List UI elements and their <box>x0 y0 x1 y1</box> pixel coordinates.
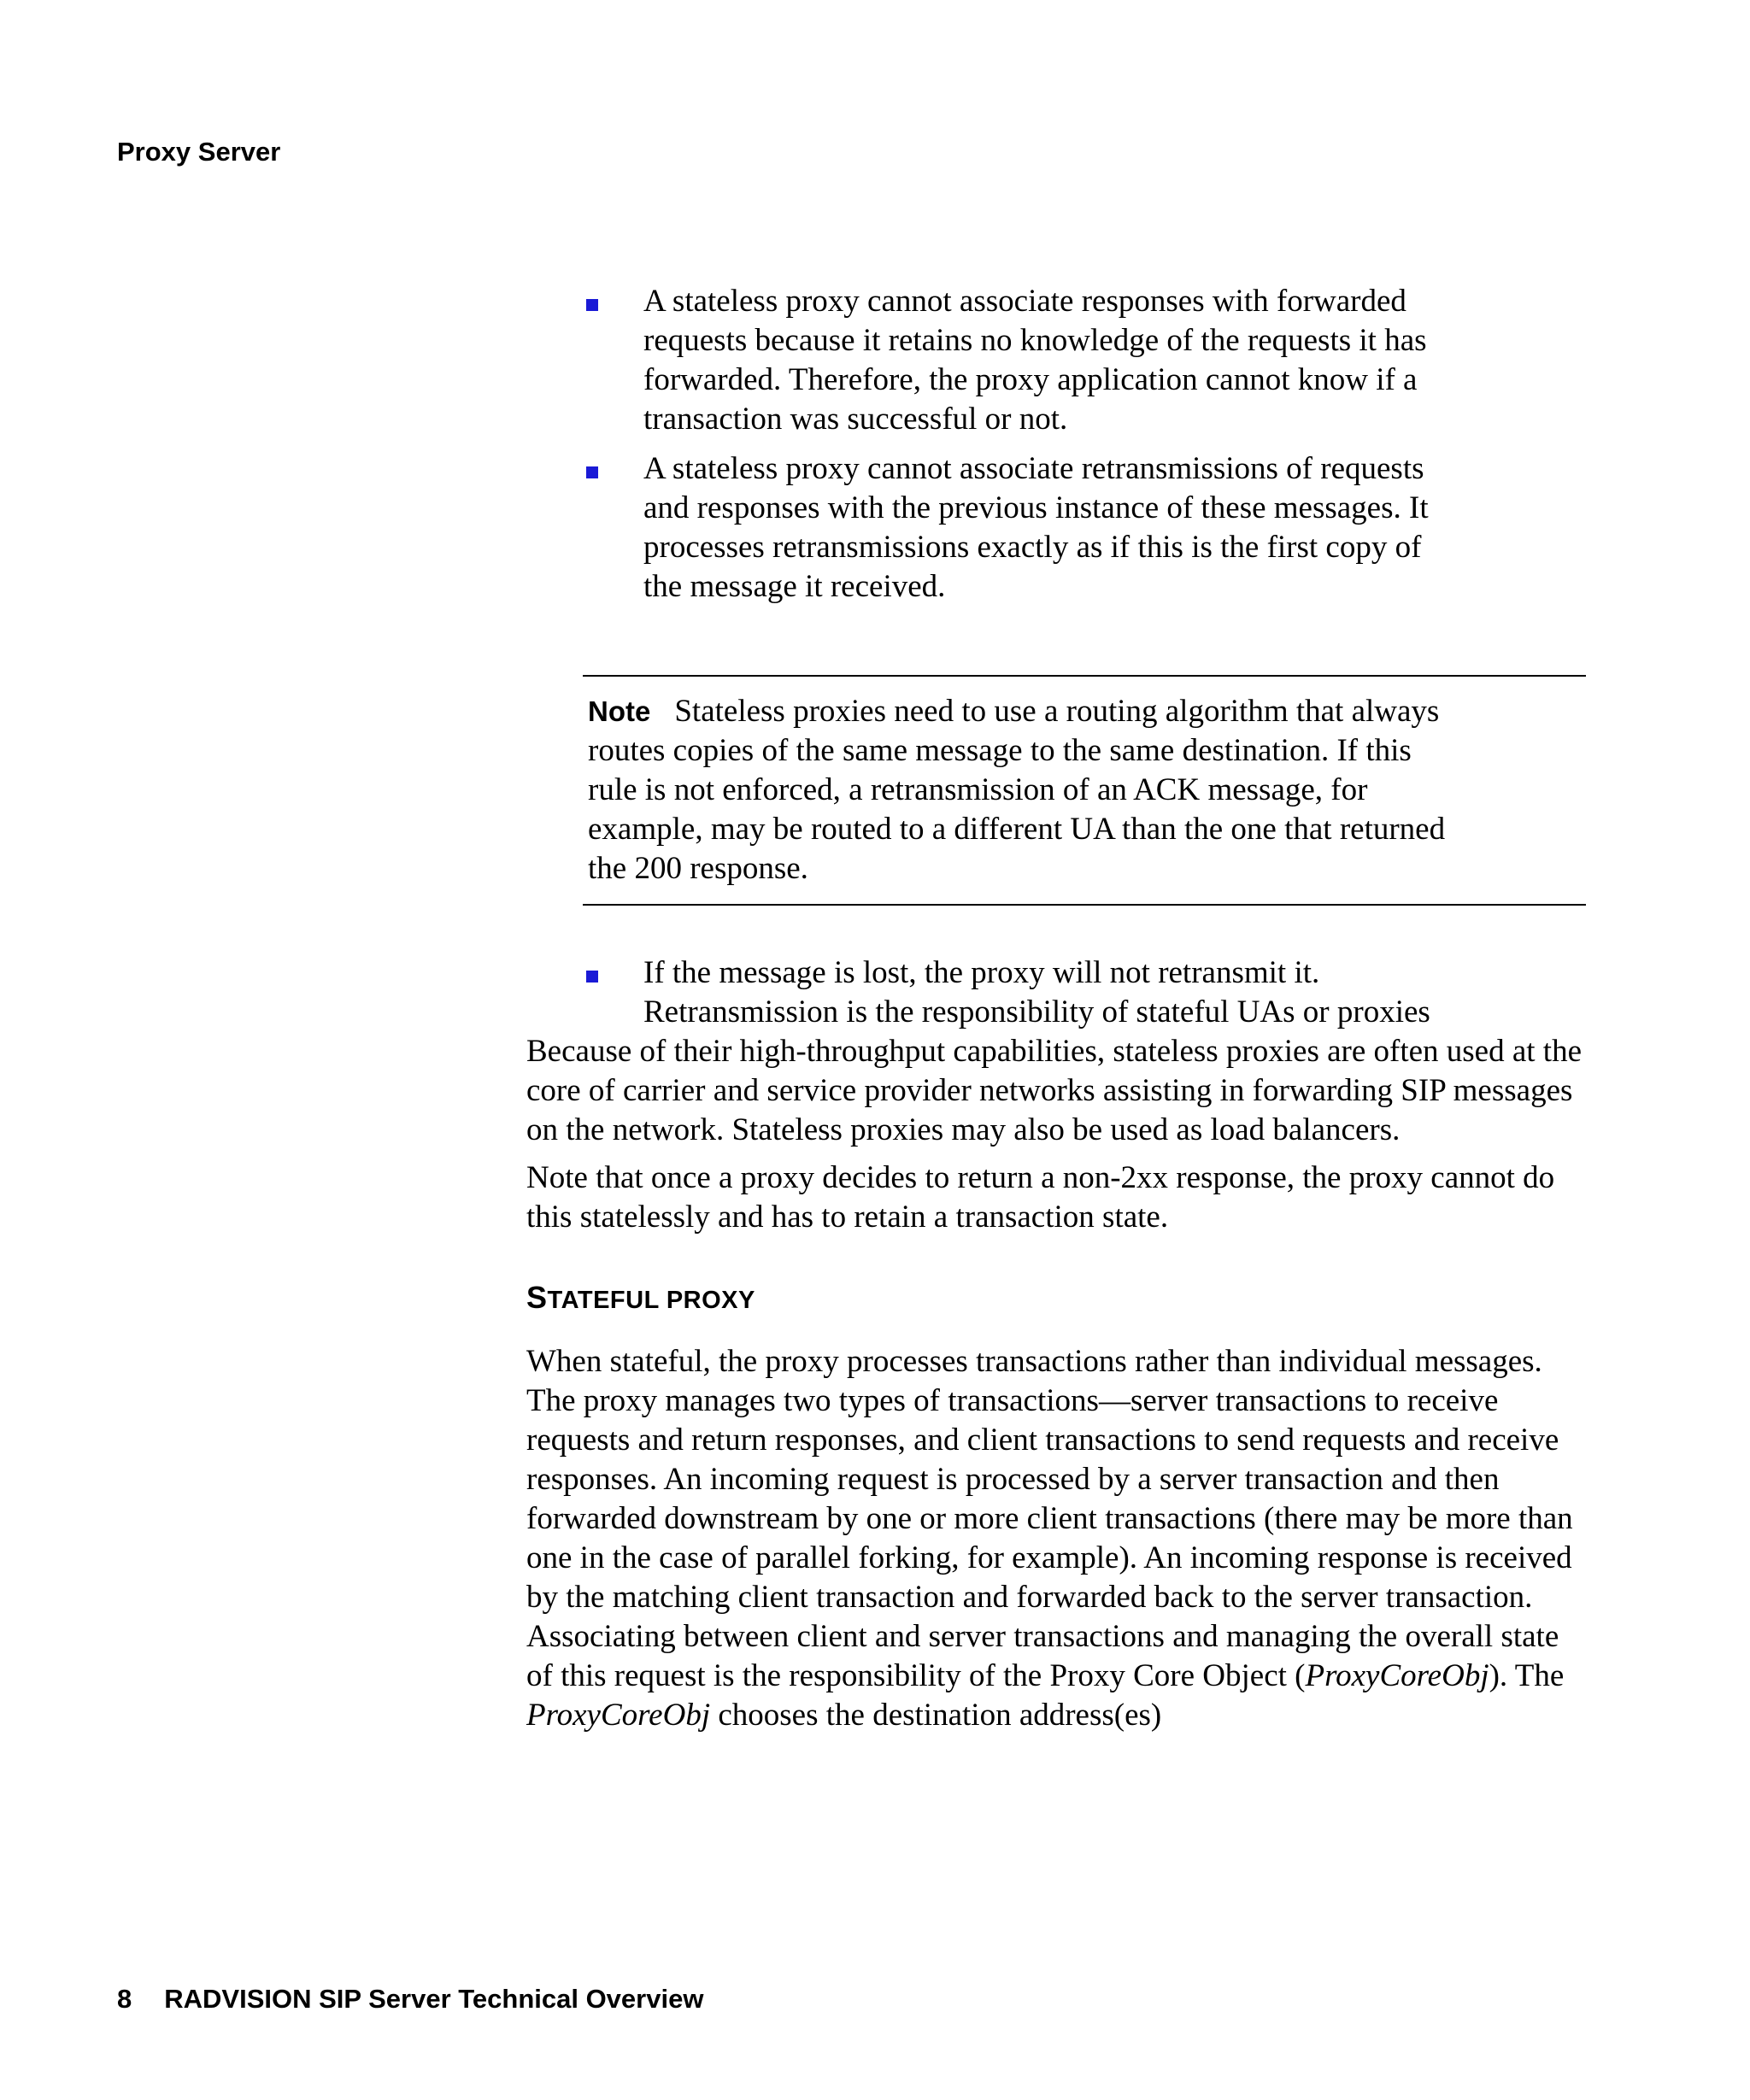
square-bullet-icon <box>586 971 598 983</box>
note-label: Note <box>588 695 651 727</box>
paragraph-high-throughput: Because of their high-throughput capabilities, stateless proxies are often used at the core of carrier and service provider networks assisting in forwarding SIP messages on the network. Stateless proxies may also be used as load balancers. <box>526 1034 1583 1147</box>
bullet-list-bottom <box>526 953 1586 1032</box>
document-title: RADVISION SIP Server Technical Overview <box>164 1984 704 2014</box>
list-item <box>643 449 1447 607</box>
bullet-text: A stateless proxy cannot associate responses with forwarded requests because it retains no knowledge of the requests it has forwarded. Therefore, the proxy application cannot know if a transaction was successful or not. <box>643 284 1427 437</box>
body-italic-term: ProxyCoreObj <box>526 1698 711 1733</box>
page-number: 8 <box>117 1984 132 2014</box>
heading-initial: S <box>526 1280 548 1315</box>
list-item <box>643 953 1447 1032</box>
body-text-part2: ). The <box>1489 1658 1565 1693</box>
section-heading <box>526 1278 1586 1320</box>
page-footer <box>117 1984 703 2015</box>
square-bullet-icon <box>586 299 598 311</box>
bullet-list-top <box>526 282 1586 607</box>
page-content <box>526 282 1586 1744</box>
bullet-text: If the message is lost, the proxy will not retransmit it. Retransmission is the responsibility of stateful UAs or proxies <box>643 955 1430 1029</box>
body-text-part3: chooses the destination address(es) <box>710 1698 1162 1733</box>
note-text: Stateless proxies need to use a routing algorithm that always routes copies of the same message to the same destination. If this rule is not enforced, a retransmission of an ACK message, for example, may be routed to a different UA than the one that returned the 200 response. <box>588 694 1446 886</box>
note-box <box>583 675 1586 906</box>
body-text-part1: When stateful, the proxy processes transactions rather than individual messages. The proxy manages two types of transactions—server transactions to receive requests and return responses, and client transactions to send requests and receive responses. An incoming request is processed by a server transaction and then forwarded downstream by one or more client transactions (there may be more than one in the case of parallel forking, for example). An incoming response is received by the matching client transaction and forwarded back to the server transaction. Associating between client and server transactions and managing the overall state of this request is the responsibility of the Proxy Core Object ( <box>526 1344 1573 1693</box>
section-body <box>526 1342 1586 1735</box>
note-content <box>588 692 1459 889</box>
paragraph-non-2xx: Note that once a proxy decides to return a non-2xx response, the proxy cannot do this statelessly and has to retain a transaction state. <box>526 1160 1555 1235</box>
bullet-text: A stateless proxy cannot associate retransmissions of requests and responses with the previous instance of these messages. It processes retransmissions exactly as if this is the first copy of the message it received. <box>643 451 1429 604</box>
square-bullet-icon <box>586 466 598 478</box>
list-item <box>643 282 1447 439</box>
body-italic-term: ProxyCoreObj <box>1305 1658 1489 1693</box>
running-header: Proxy Server <box>117 137 281 167</box>
heading-rest: TATEFUL PROXY <box>547 1287 755 1314</box>
